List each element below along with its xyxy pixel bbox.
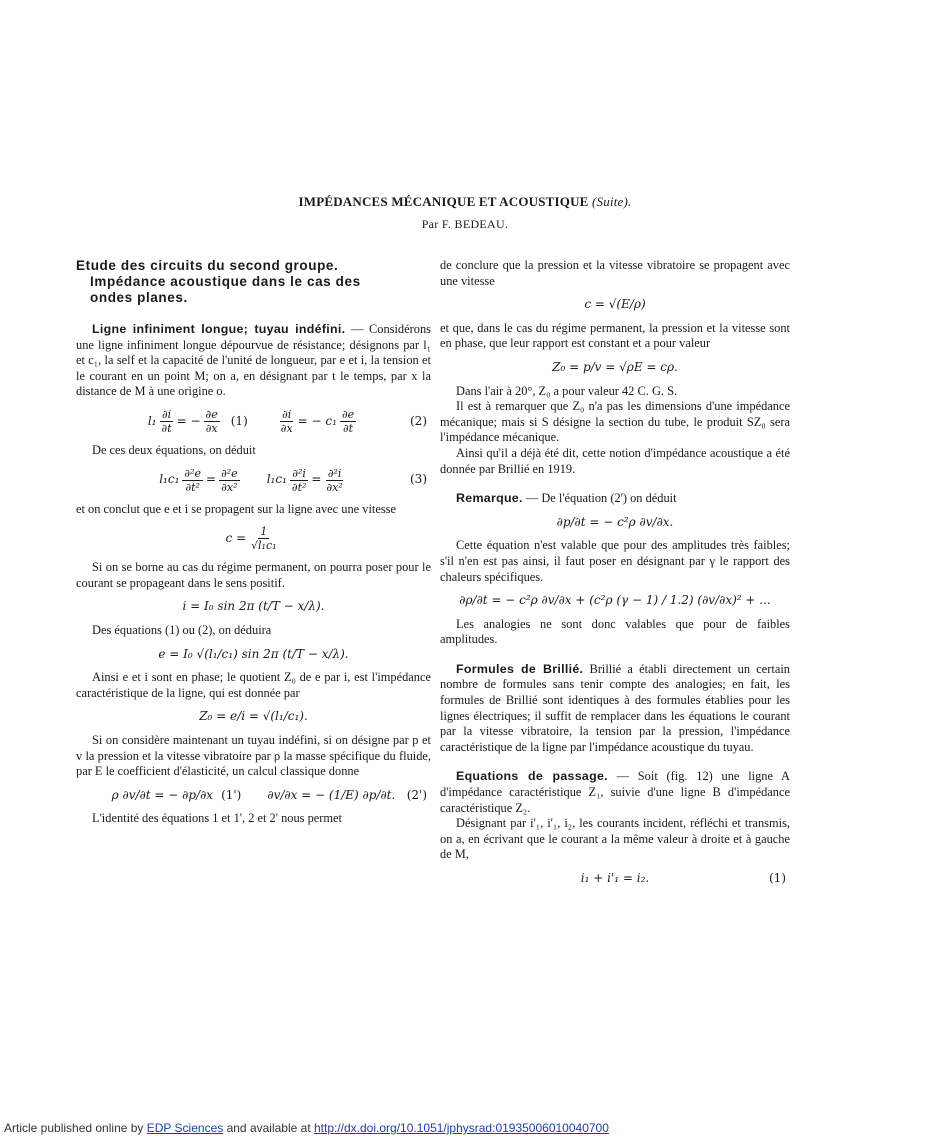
footer-prefix: Article published online by (4, 1121, 147, 1135)
equation-velocity (76, 525, 431, 552)
denominator: ∂t² (185, 480, 200, 494)
numerator: ∂²i (327, 466, 342, 480)
fraction (204, 408, 220, 435)
paragraph: Si on se borne au cas du régime permanent, on pourra poser pour le courant se propageant dans le sens positif. (76, 560, 431, 590)
equation-pressure: ∂p/∂t = − c²ρ ∂v/∂x. (556, 514, 674, 529)
denominator: ∂x (205, 421, 218, 435)
paragraph-text: — De l'équation (2') on déduit (522, 491, 677, 506)
heading-line-3: ondes planes. (90, 290, 188, 305)
eq-term: l₁ (147, 413, 157, 428)
equation-impedance: Z₀ = e/i = √(l₁/c₁). (199, 709, 308, 724)
heading-line-2: Impédance acoustique dans le cas des (90, 274, 361, 289)
paragraph: De ces deux équations, on déduit (92, 442, 256, 457)
paragraph-text: — Soit (fig. 12) une ligne A d'impédance caractéristique Z₁, suivie d'une ligne B d'impédance caractéristique Z₂. (440, 769, 790, 815)
equation-label: (1) (230, 413, 248, 428)
eq-term: l₁c₁ (266, 472, 287, 487)
numerator: ∂²i (292, 466, 306, 480)
paragraph: Il est à remarquer que Z₀ n'a pas les dimensions d'une impédance mécanique; mais si S désigne la section du tube, le produit SZ₀ sera l'impédance mécanique. (440, 399, 790, 445)
publication-footer (4, 1121, 609, 1135)
left-column (76, 258, 431, 827)
paragraph: et que, dans le cas du régime permanent, la pression et la vitesse sont en phase, que leur rapport est constant et a pour valeur (440, 320, 790, 351)
subsection-title: Ligne infiniment longue; tuyau indéfini. (92, 322, 346, 336)
denominator: ∂x² (326, 480, 343, 494)
equation-3: l₁c₁ $\frac{\text{∂²e}}{\text{∂t²}}$ = $\frac{\text{∂²e}}{\text{∂x²}}$ l₁c₁ $\frac{\text{∂²i}}{\text{∂t²}}$ = $\frac{\text{∂²i}}{\text{∂x²}}$ (3) (159, 466, 427, 494)
remarque-paragraph (440, 491, 790, 507)
eq-term: ρ ∂v/∂t = − ∂p/∂x (111, 787, 214, 802)
equation-tension: e = I₀ √(l₁/c₁) sin 2π (t/T − x/λ). (158, 646, 349, 661)
equation-acoustic-impedance: Z₀ = p/v = √ρE = cρ. (552, 359, 678, 374)
passage-paragraph (440, 769, 790, 816)
footer-middle: and available at (223, 1121, 314, 1135)
article-author: Par F. BEDEAU. (421, 217, 509, 231)
numerator: ∂²e (184, 466, 202, 480)
denominator: ∂t² (291, 480, 307, 494)
equation-sound-speed: c = √(E/ρ) (584, 297, 646, 312)
fraction (160, 408, 174, 435)
eq-term: l₁c₁ (159, 472, 180, 487)
right-column (440, 258, 790, 895)
article-title (0, 194, 930, 210)
equation-label: (2) (410, 413, 427, 428)
brillie-paragraph (440, 662, 790, 756)
title-suffix: (Suite). (592, 194, 632, 209)
paragraph (76, 322, 431, 400)
numerator: ∂i (161, 407, 172, 421)
equation-label: (3) (410, 472, 427, 487)
subsection-dash: — (345, 322, 364, 336)
eq-term: i₁ + i'₁ = i₂. (580, 871, 650, 885)
equation-current: i = I₀ sin 2π (t/T − x/λ). (182, 599, 325, 614)
paragraph: Les analogies ne sont donc valables que pour de faibles amplitudes. (440, 616, 790, 647)
fraction (279, 408, 295, 435)
equation-1p-2p (76, 788, 431, 804)
fraction (219, 467, 240, 494)
denominator: ∂t (161, 421, 172, 435)
paragraph: Ainsi qu'il a déjà été dit, cette notion d'impédance acoustique a été donnée par Brillié en 1919. (440, 445, 790, 476)
numerator: 1 (260, 525, 268, 539)
denominator: ∂t (342, 421, 354, 435)
remarque-title: Remarque. (456, 491, 523, 506)
fraction (249, 525, 279, 552)
paragraph: de conclure que la pression et la vitesse vibratoire se propagent avec une vitesse (440, 258, 790, 288)
fraction (340, 408, 356, 435)
section-heading (76, 258, 431, 306)
equation-label: (1) (769, 871, 786, 885)
equation-passage (440, 871, 790, 887)
paragraph: et on conclut que e et i se propagent sur la ligne avec une vitesse (76, 501, 396, 516)
doi-link[interactable]: http://dx.doi.org/10.1051/jphysrad:01935006010040700 (313, 1121, 609, 1135)
eq-term: = − (176, 413, 201, 428)
paragraph: Des équations (1) ou (2), on déduira (92, 622, 272, 637)
eq-term: = − c₁ (297, 413, 337, 428)
paragraph: Désignant par i'₁, i'₁, i₂, les courants incident, réfléchi et transmis, on a, en écrivant que le courant a la même valeur à droite et à gauche de M, (440, 816, 790, 862)
passage-title: Equations de passage. (456, 769, 608, 784)
eq-term: c = (225, 530, 247, 545)
eq-term: ∂v/∂x = − (1/E) ∂p/∂t. (267, 787, 396, 802)
numerator: ∂e (205, 407, 218, 421)
publisher-link[interactable]: EDP Sciences (146, 1121, 224, 1135)
equation-label: (2') (406, 787, 427, 802)
brillie-title: Formules de Brillié. (456, 661, 584, 676)
numerator: ∂e (341, 407, 355, 421)
fraction (290, 467, 309, 494)
numerator: ∂²e (221, 466, 238, 480)
fraction (324, 467, 344, 494)
paragraph: Si on considère maintenant un tuyau indéfini, si on désigne par p et v la pression et la vitesse vibratoire par ρ la masse spécifique du fluide, par E le coefficient d'élasticité, un calcul classique donne (76, 732, 431, 779)
denominator: √l₁c₁ (251, 539, 277, 553)
equation-1-2 (76, 408, 431, 435)
numerator: ∂i (282, 407, 292, 421)
paragraph-text: Brillié a établi directement un certain nombre de formules sans tenir compte des analogies; en fait, les formules de Brillié sont identiques à des formules établies pour les lignes électriques; il suffit de remplacer dans les équations le courant par la vitesse vibratoire, la tension par la pression, l'impédance caractéristique de la ligne par l'impédance acoustique du tuyau. (440, 661, 790, 754)
heading-line-1: Etude des circuits du second groupe. (76, 258, 339, 273)
title-text: IMPÉDANCES MÉCANIQUE ET ACOUSTIQUE (298, 194, 589, 209)
equation-nonlinear: ∂ρ/∂t = − c²ρ ∂v/∂x + (c²ρ (γ − 1) / 1.2) (∂v/∂x)² + ... (459, 593, 771, 608)
paragraph-text: Considérons une ligne infiniment longue dépourvue de résistance; désignons par l₁ et c₁, la self et la capacité de l'unité de longueur, par e et i, la tension et le courant en un point M; on a, en désignant par t le temps, par x la distance de M à une origine o. (76, 322, 431, 399)
paragraph: Ainsi e et i sont en phase; le quotient Z₀ de e par i, est l'impédance caractéristique de la ligne, qui est donnée par (76, 670, 431, 700)
denominator: ∂x² (221, 480, 238, 494)
equation-label: (1') (221, 787, 242, 802)
paragraph: Cette équation n'est valable que pour des amplitudes très faibles; s'il n'en est pas ainsi, il faut poser en désignant par γ le rapport des chaleurs spécifiques. (440, 538, 790, 584)
denominator: ∂x (280, 421, 293, 435)
paragraph: Dans l'air à 20°, Z₀ a pour valeur 42 C. G. S. (456, 383, 678, 398)
paragraph: L'identité des équations 1 et 1', 2 et 2' nous permet (92, 811, 342, 826)
fraction (182, 467, 203, 494)
